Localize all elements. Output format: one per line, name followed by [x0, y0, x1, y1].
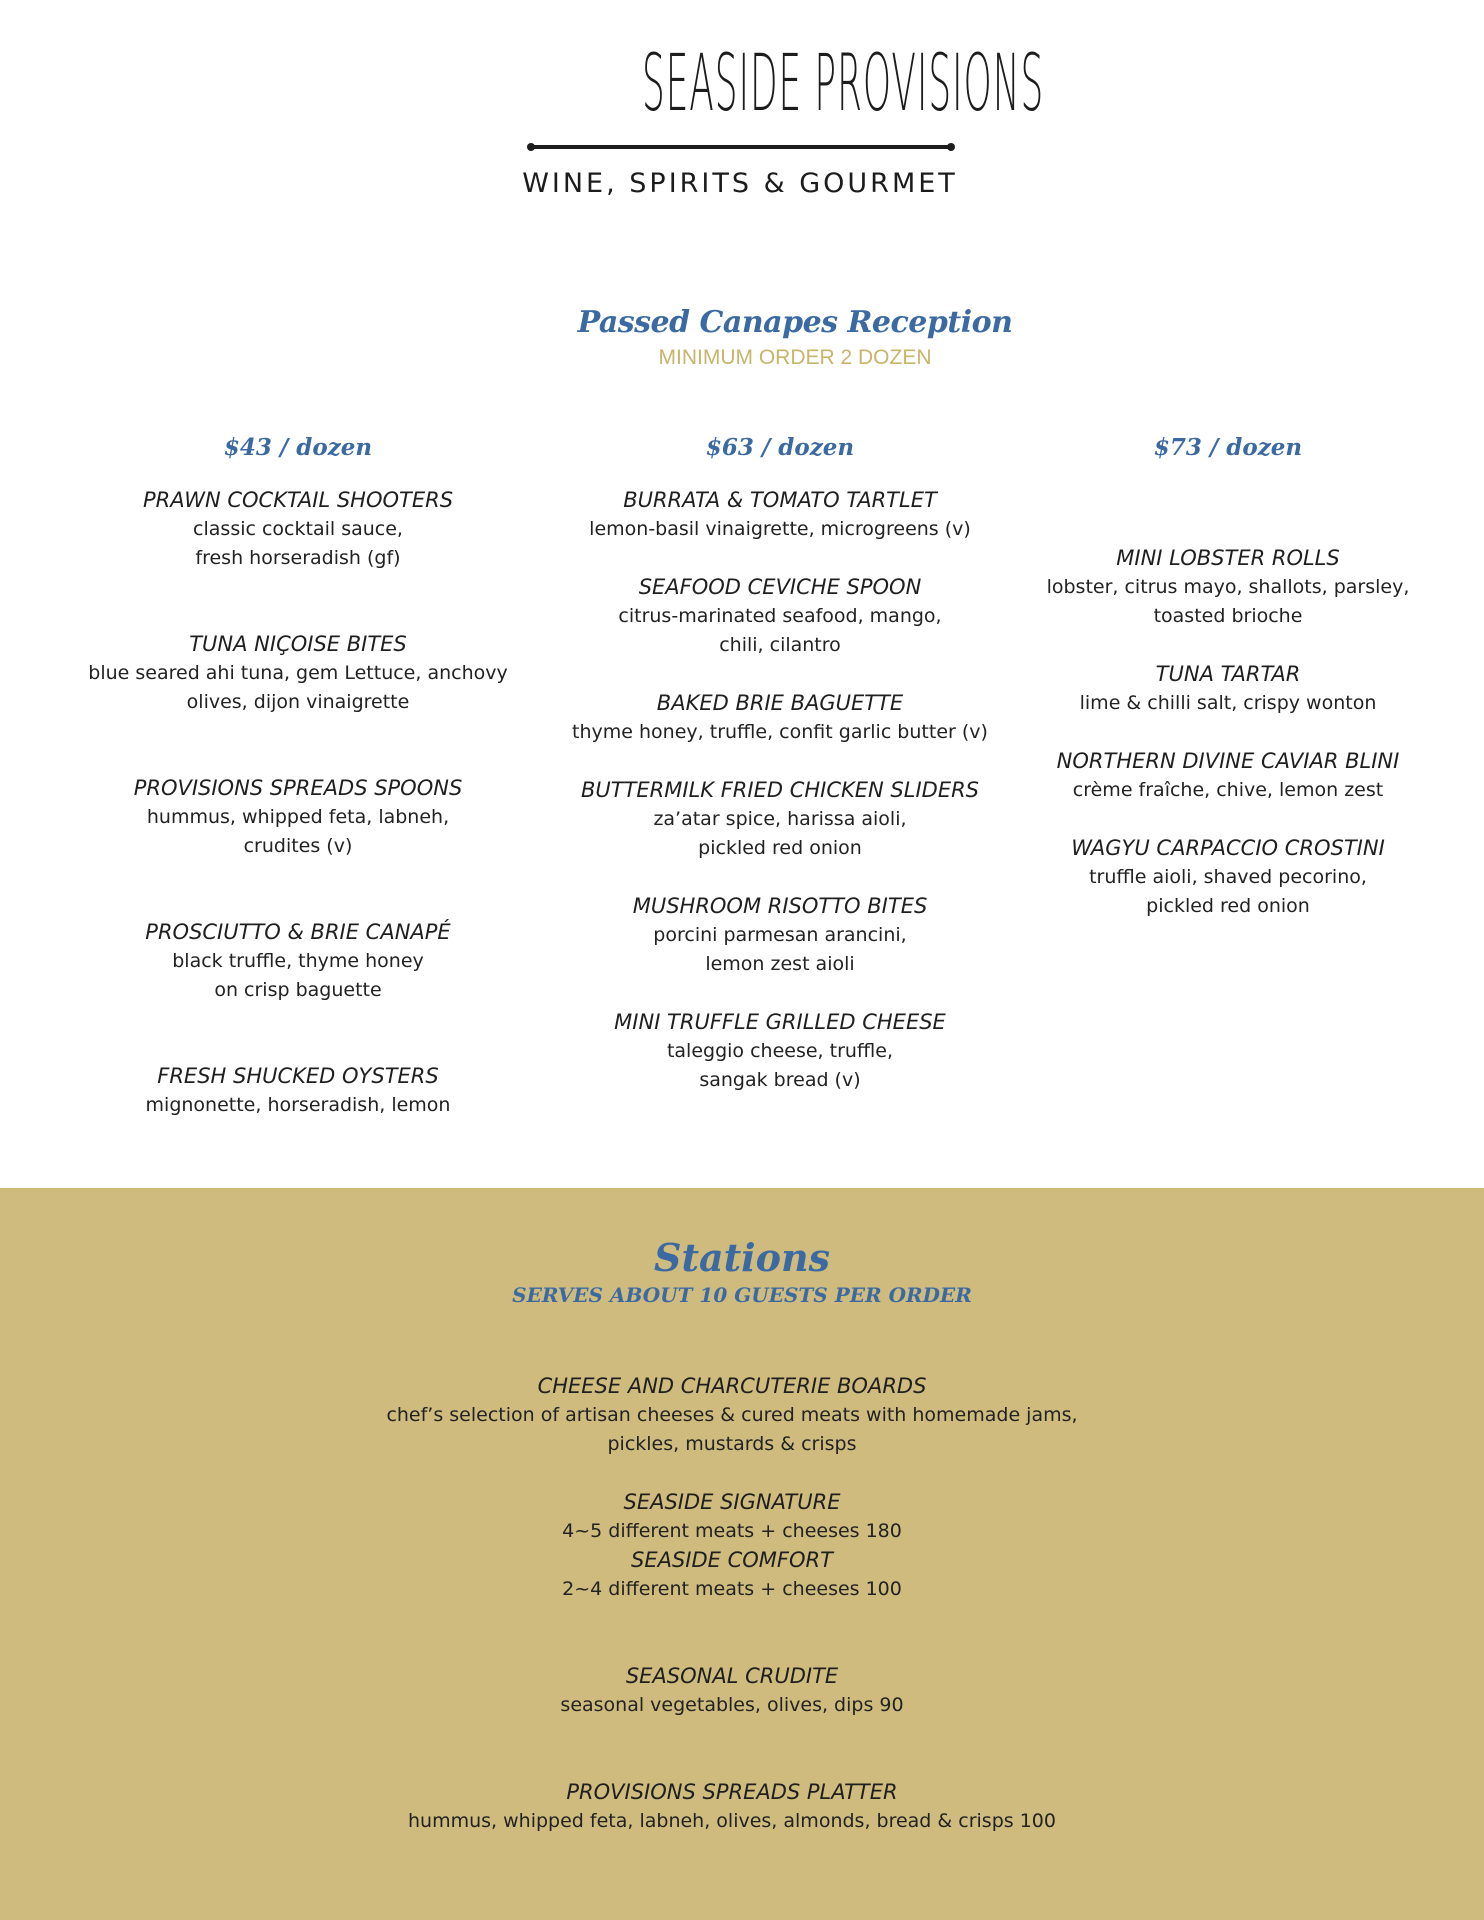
station-item [342, 1662, 1122, 1720]
station-item-name: SEASIDE COMFORT [631, 1548, 833, 1572]
column-price: $43 / dozen [223, 434, 373, 461]
station-item-description: 4~5 different meats + cheeses 180 [562, 1520, 902, 1542]
menu-item-description: mignonette, horseradish, lemon [145, 1094, 451, 1116]
menu-item-name: WAGYU CARPACCIO CROSTINI [1071, 836, 1385, 860]
menu-item-description: lime & chilli salt, crispy wonton [1079, 692, 1377, 714]
menu-item-description: taleggio cheese, truffle, sangak bread (v) [666, 1040, 894, 1091]
menu-item-name: SEAFOOD CEVICHE SPOON [638, 575, 922, 599]
menu-item [978, 660, 1478, 718]
menu-item-description: lobster, citrus mayo, shallots, parsley, toasted brioche [1046, 576, 1410, 627]
menu-item-description: za’atar spice, harissa aioli, pickled red onion [653, 808, 907, 859]
stations-subtitle: SERVES ABOUT 10 GUESTS PER ORDER [512, 1283, 972, 1307]
column-price: $63 / dozen [705, 434, 855, 461]
canapes-subtitle: MINIMUM ORDER 2 DOZEN [658, 346, 932, 369]
menu-item-description: hummus, whipped feta, labneh, crudites (v) [146, 806, 450, 857]
menu-item [978, 834, 1478, 921]
menu-item [48, 774, 548, 861]
station-item [342, 1488, 1122, 1546]
menu-item-name: NORTHERN DIVINE CAVIAR BLINI [1056, 749, 1400, 773]
station-item [342, 1372, 1122, 1459]
menu-item [530, 776, 1030, 863]
menu-item [48, 918, 548, 1005]
menu-item [530, 689, 1030, 747]
menu-item [978, 747, 1478, 805]
station-item-name: CHEESE AND CHARCUTERIE BOARDS [537, 1374, 927, 1398]
menu-item [48, 630, 548, 717]
price-column-43 [48, 428, 548, 1177]
menu-item-description: thyme honey, truffle, confit garlic butter (v) [572, 721, 988, 743]
stations-section [0, 1188, 1484, 1920]
menu-item-name: TUNA NIÇOISE BITES [189, 632, 407, 656]
brand-logo-wordmark: SEASIDE PROVISIONS [642, 39, 1045, 129]
menu-item-description: lemon-basil vinaigrette, microgreens (v) [589, 518, 971, 540]
station-item [342, 1546, 1122, 1604]
menu-item-name: PROSCIUTTO & BRIE CANAPÉ [145, 920, 451, 944]
canapes-title: Passed Canapes Reception [577, 305, 1013, 340]
stations-title: Stations [654, 1235, 830, 1280]
menu-item-description: porcini parmesan arancini, lemon zest aioli [653, 924, 907, 975]
station-item-description: 2~4 different meats + cheeses 100 [562, 1578, 902, 1600]
station-item-description: chef’s selection of artisan cheeses & cured meats with homemade jams, pickles, mustards & crisps [386, 1404, 1078, 1455]
station-item-name: SEASONAL CRUDITE [625, 1664, 839, 1688]
menu-item-name: MUSHROOM RISOTTO BITES [632, 894, 928, 918]
column-price: $73 / dozen [1153, 434, 1303, 461]
menu-item-description: classic cocktail sauce, fresh horseradish (gf) [193, 518, 403, 569]
station-item-name: PROVISIONS SPREADS PLATTER [566, 1780, 898, 1804]
menu-item-description: citrus-marinated seafood, mango, chili, cilantro [618, 605, 942, 656]
menu-item-name: FRESH SHUCKED OYSTERS [157, 1064, 439, 1088]
brand-tagline: WINE, SPIRITS & GOURMET [522, 168, 958, 199]
menu-item-description: blue seared ahi tuna, gem Lettuce, anchovy olives, dijon vinaigrette [88, 662, 508, 713]
menu-item-name: BURRATA & TOMATO TARTLET [623, 488, 937, 512]
menu-item-description: crème fraîche, chive, lemon zest [1072, 779, 1384, 801]
menu-item-name: TUNA TARTAR [1155, 662, 1301, 686]
brand-header [0, 40, 1484, 215]
menu-item [530, 573, 1030, 660]
station-item [342, 1778, 1122, 1836]
menu-item [48, 1062, 548, 1120]
menu-item [530, 892, 1030, 979]
menu-item-name: MINI LOBSTER ROLLS [1116, 546, 1340, 570]
menu-item-name: BUTTERMILK FRIED CHICKEN SLIDERS [580, 778, 980, 802]
stations-list [342, 1372, 1122, 1865]
brand-divider [530, 145, 952, 149]
menu-item [530, 486, 1030, 544]
menu-item-name: MINI TRUFFLE GRILLED CHEESE [614, 1010, 946, 1034]
menu-item-name: PRAWN COCKTAIL SHOOTERS [142, 488, 454, 512]
menu-item [530, 1008, 1030, 1095]
station-item-description: seasonal vegetables, olives, dips 90 [560, 1694, 904, 1716]
menu-item-name: PROVISIONS SPREADS SPOONS [133, 776, 463, 800]
menu-item-description: truffle aioli, shaved pecorino, pickled red onion [1089, 866, 1367, 917]
station-item-description: hummus, whipped feta, labneh, olives, almonds, bread & crisps 100 [408, 1810, 1056, 1832]
menu-item [978, 544, 1478, 631]
menu-item [48, 486, 548, 573]
column-spacer [978, 486, 1478, 544]
price-column-63 [530, 428, 1030, 1124]
price-column-73 [978, 428, 1478, 950]
menu-item-name: BAKED BRIE BAGUETTE [656, 691, 904, 715]
station-item-name: SEASIDE SIGNATURE [623, 1490, 841, 1514]
menu-item-description: black truffle, thyme honey on crisp baguette [172, 950, 424, 1001]
